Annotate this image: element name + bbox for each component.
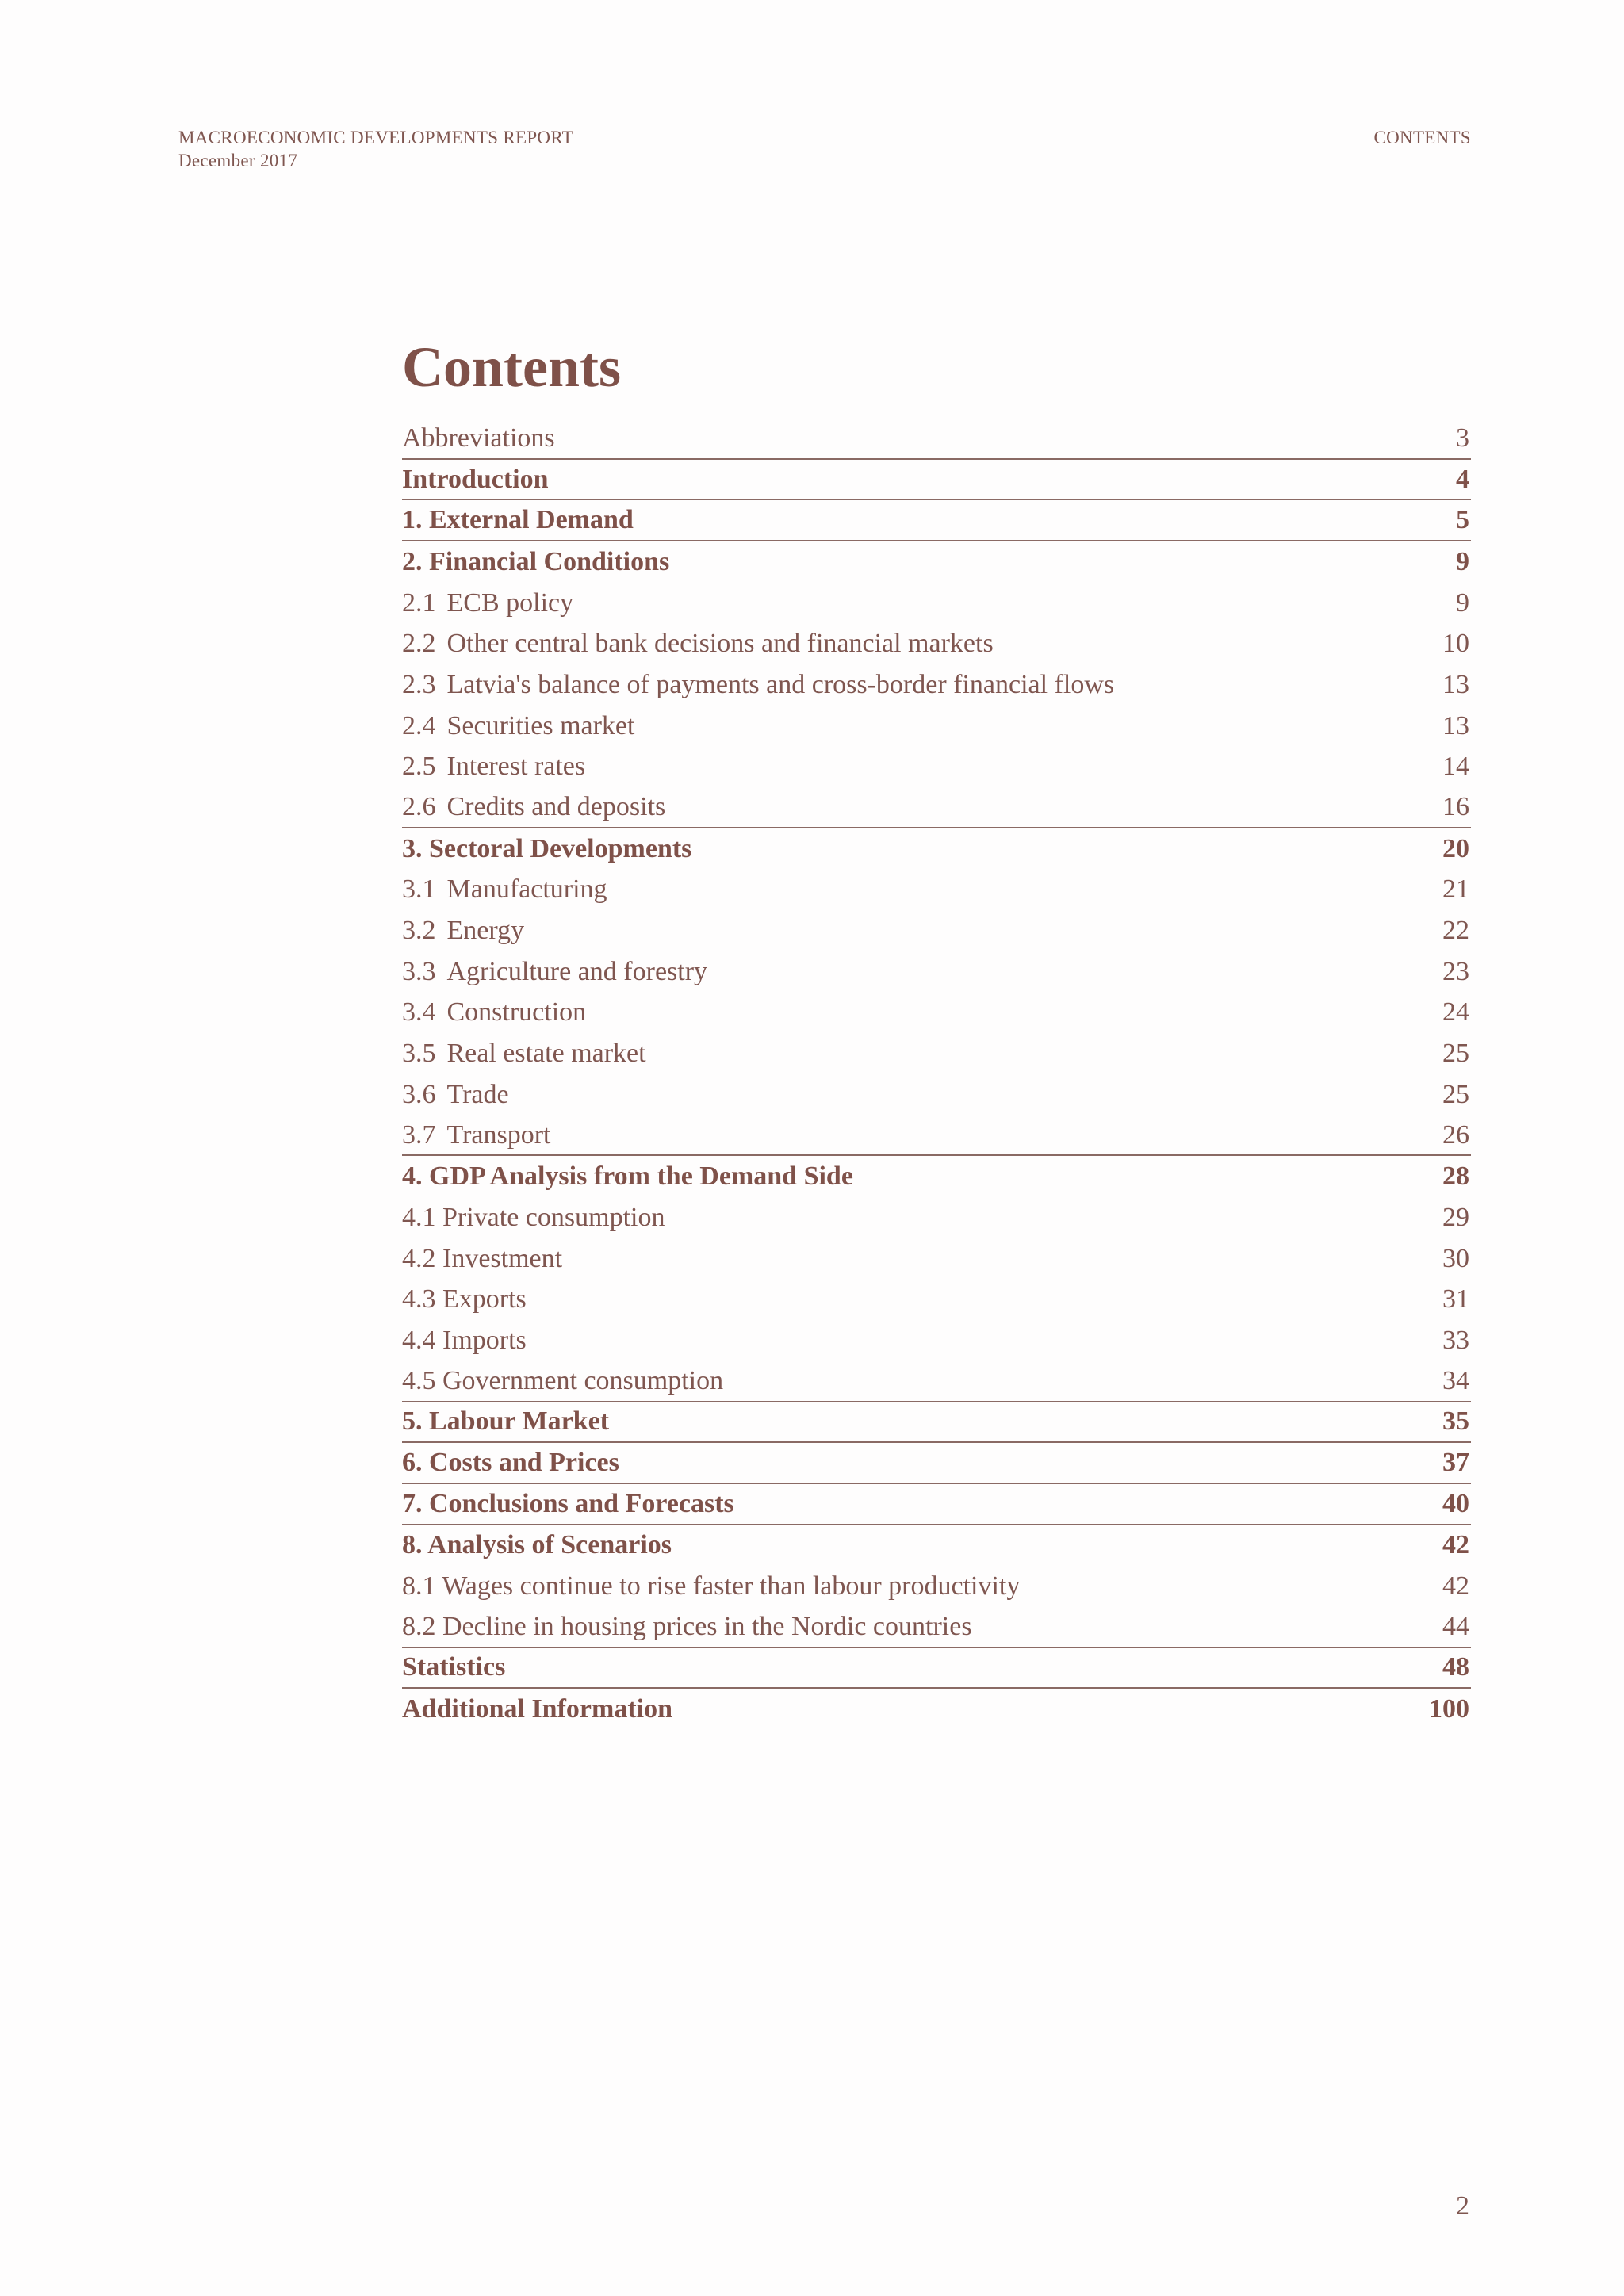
toc-entry-title <box>402 1406 609 1437</box>
toc-entry-page: 16 <box>1442 792 1469 822</box>
toc-entry[interactable] <box>402 993 1471 1034</box>
toc-entry-page: 40 <box>1442 1488 1469 1518</box>
toc-entry[interactable] <box>402 870 1471 911</box>
toc-entry-label: Interest rates <box>446 752 586 782</box>
page-title: Contents <box>402 335 622 399</box>
toc-entry[interactable] <box>402 706 1471 747</box>
toc-entry[interactable] <box>402 664 1471 706</box>
toc-entry-label: Latvia's balance of payments and cross-border financial flows <box>446 669 1115 699</box>
toc-entry-page: 14 <box>1442 752 1469 782</box>
toc-entry[interactable] <box>402 1689 1471 1730</box>
toc-entry-title <box>402 792 665 822</box>
toc-entry-label: Energy <box>446 916 525 946</box>
toc-entry-title <box>402 1694 672 1724</box>
toc-entry[interactable] <box>402 910 1471 951</box>
toc-entry[interactable] <box>402 583 1471 624</box>
toc-entry-label: 4.4 Imports <box>402 1325 527 1355</box>
toc-entry-title <box>402 1080 509 1110</box>
toc-entry-label: Statistics <box>402 1652 506 1682</box>
toc-entry-number: 2.2 <box>402 629 436 659</box>
toc-entry-number: 2.5 <box>402 752 436 782</box>
toc-entry[interactable] <box>402 500 1471 541</box>
toc-entry[interactable] <box>402 1033 1471 1074</box>
toc-entry[interactable] <box>402 1402 1471 1444</box>
toc-entry-label: Construction <box>446 997 587 1027</box>
toc-entry-title <box>402 752 585 782</box>
toc-entry-label: 4.2 Investment <box>402 1243 563 1273</box>
toc-entry[interactable] <box>402 1443 1471 1484</box>
toc-entry-label: 4.3 Exports <box>402 1284 527 1314</box>
toc-entry-page: 13 <box>1442 669 1469 699</box>
toc-entry[interactable] <box>402 1279 1471 1320</box>
toc-entry-page: 13 <box>1442 710 1469 740</box>
toc-entry-title <box>402 1039 646 1069</box>
toc-entry-page: 24 <box>1442 997 1469 1027</box>
toc-entry[interactable] <box>402 1607 1471 1648</box>
toc-entry-label: 3. Sectoral Developments <box>402 833 692 863</box>
toc-entry-label: 4.5 Government consumption <box>402 1365 724 1395</box>
toc-entry-title <box>402 1571 1020 1601</box>
toc-entry-page: 5 <box>1456 505 1469 535</box>
toc-entry-title <box>402 1612 972 1642</box>
toc-entry-number: 3.5 <box>402 1039 436 1069</box>
toc-entry-label: Introduction <box>402 464 549 494</box>
toc-entry-page: 25 <box>1442 1039 1469 1069</box>
toc-entry-page: 20 <box>1442 833 1469 863</box>
toc-entry-label: ECB policy <box>446 587 574 618</box>
toc-entry-page: 21 <box>1442 874 1469 905</box>
running-header-section: CONTENTS <box>1373 128 1471 147</box>
toc-entry-label: Additional Information <box>402 1694 672 1724</box>
toc-entry[interactable] <box>402 951 1471 993</box>
running-header-left <box>178 126 573 172</box>
toc-entry-page: 48 <box>1442 1652 1469 1682</box>
toc-entry-title <box>402 1284 527 1314</box>
toc-entry-number: 2.6 <box>402 792 436 822</box>
toc-entry-page: 9 <box>1456 546 1469 576</box>
toc-entry-title <box>402 1244 562 1274</box>
page-number: 2 <box>1456 2191 1469 2221</box>
toc-entry-number: 2.3 <box>402 669 436 699</box>
toc-entry[interactable] <box>402 1115 1471 1157</box>
toc-entry-page: 33 <box>1442 1325 1469 1355</box>
toc-entry-label: 1. External Demand <box>402 505 634 535</box>
toc-entry[interactable] <box>402 419 1471 460</box>
toc-entry-label: 6. Costs and Prices <box>402 1448 619 1478</box>
toc-entry-page: 29 <box>1442 1202 1469 1232</box>
toc-entry-number: 3.1 <box>402 874 436 905</box>
toc-entry-title <box>402 1326 527 1356</box>
toc-entry[interactable] <box>402 541 1471 583</box>
toc-entry[interactable] <box>402 1156 1471 1197</box>
report-title: MACROECONOMIC DEVELOPMENTS REPORT <box>178 128 573 147</box>
toc-entry-title <box>402 1161 853 1192</box>
toc-entry[interactable] <box>402 747 1471 788</box>
toc-entry-title <box>402 1530 672 1560</box>
toc-entry-label: 8.2 Decline in housing prices in the Nordic countries <box>402 1611 972 1641</box>
toc-entry-label: Transport <box>446 1119 551 1150</box>
report-date: December 2017 <box>178 151 298 170</box>
toc-entry-page: 34 <box>1442 1365 1469 1395</box>
toc-entry-label: 7. Conclusions and Forecasts <box>402 1488 734 1518</box>
toc-entry-label: Other central bank decisions and financial markets <box>446 629 994 659</box>
toc-entry-number: 3.3 <box>402 956 436 986</box>
toc-entry-label: 8.1 Wages continue to rise faster than labour productivity <box>402 1571 1021 1601</box>
toc-entry-page: 26 <box>1442 1119 1469 1150</box>
toc-entry-label: Credits and deposits <box>446 792 666 822</box>
toc-entry-page: 42 <box>1442 1571 1469 1601</box>
toc-entry-title <box>402 670 1114 700</box>
toc-entry-page: 3 <box>1456 423 1469 453</box>
toc-entry[interactable] <box>402 1238 1471 1280</box>
toc-entry-title <box>402 1203 665 1233</box>
toc-entry-number: 2.1 <box>402 587 436 618</box>
toc-entry-page: 42 <box>1442 1530 1469 1560</box>
toc-entry-page: 100 <box>1429 1694 1469 1724</box>
toc-entry[interactable] <box>402 623 1471 664</box>
toc-entry-title <box>402 997 586 1027</box>
toc-entry-label: 5. Labour Market <box>402 1406 609 1437</box>
toc-entry[interactable] <box>402 1525 1471 1567</box>
toc-entry-label: Trade <box>446 1079 509 1109</box>
toc-entry-label: 2. Financial Conditions <box>402 546 670 576</box>
toc-entry[interactable] <box>402 1197 1471 1238</box>
toc-entry-title <box>402 834 691 864</box>
toc-entry[interactable] <box>402 1566 1471 1607</box>
toc-entry[interactable] <box>402 1648 1471 1689</box>
toc-entry-title <box>402 1489 734 1519</box>
toc-entry-label: Abbreviations <box>402 423 555 453</box>
toc-entry-page: 9 <box>1456 587 1469 618</box>
toc-entry-page: 35 <box>1442 1406 1469 1437</box>
toc-entry-title <box>402 629 994 659</box>
toc-entry-label: Real estate market <box>446 1039 646 1069</box>
toc-entry[interactable] <box>402 460 1471 501</box>
toc-entry-number: 3.6 <box>402 1079 436 1109</box>
toc-entry-title <box>402 1448 619 1478</box>
toc-entry-title <box>402 711 634 741</box>
toc-entry[interactable] <box>402 1484 1471 1525</box>
toc-entry-title <box>402 1652 505 1682</box>
toc-entry-number: 3.7 <box>402 1119 436 1150</box>
toc-entry-title <box>402 1366 723 1396</box>
toc-entry-page: 30 <box>1442 1243 1469 1273</box>
toc-entry-title <box>402 1120 551 1150</box>
toc-entry-label: Agriculture and forestry <box>446 956 708 986</box>
table-of-contents <box>402 419 1471 1730</box>
toc-entry[interactable] <box>402 828 1471 870</box>
toc-entry[interactable] <box>402 1074 1471 1115</box>
toc-entry-label: 8. Analysis of Scenarios <box>402 1530 672 1560</box>
toc-entry-title <box>402 505 634 535</box>
toc-entry-page: 31 <box>1442 1284 1469 1314</box>
toc-entry-page: 37 <box>1442 1448 1469 1478</box>
toc-entry-title <box>402 423 555 453</box>
toc-entry-page: 44 <box>1442 1611 1469 1641</box>
toc-entry[interactable] <box>402 787 1471 828</box>
toc-entry-number: 3.2 <box>402 916 436 946</box>
toc-entry-label: 4.1 Private consumption <box>402 1202 665 1232</box>
toc-entry-page: 10 <box>1442 629 1469 659</box>
toc-entry-title <box>402 547 669 577</box>
toc-entry-title <box>402 465 549 495</box>
toc-entry-title <box>402 916 524 946</box>
toc-entry-title <box>402 957 707 987</box>
toc-entry-page: 25 <box>1442 1079 1469 1109</box>
toc-entry-title <box>402 588 573 618</box>
toc-entry-number: 3.4 <box>402 997 436 1027</box>
toc-entry-page: 23 <box>1442 956 1469 986</box>
toc-entry-label: Manufacturing <box>446 874 607 905</box>
toc-entry-page: 22 <box>1442 916 1469 946</box>
toc-entry-page: 4 <box>1456 464 1469 494</box>
toc-entry-title <box>402 874 607 905</box>
toc-entry-label: Securities market <box>446 710 635 740</box>
toc-entry[interactable] <box>402 1361 1471 1402</box>
toc-entry-label: 4. GDP Analysis from the Demand Side <box>402 1161 853 1192</box>
toc-entry-number: 2.4 <box>402 710 436 740</box>
toc-entry[interactable] <box>402 1320 1471 1361</box>
toc-entry-page: 28 <box>1442 1161 1469 1192</box>
